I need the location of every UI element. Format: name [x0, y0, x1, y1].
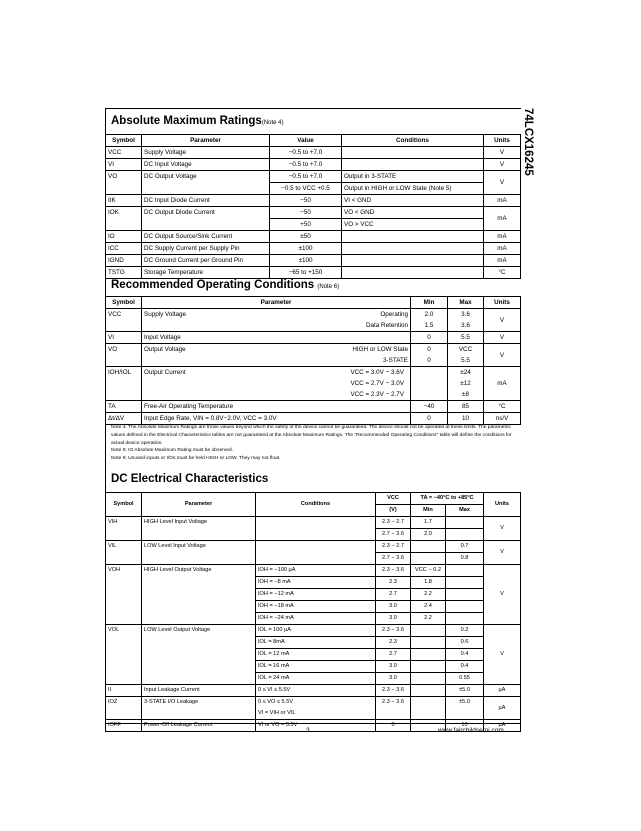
- dc-row: IOH = −8 mA 2.3 1.8: [106, 577, 521, 589]
- roc-row: TA Free-Air Operating Temperature −40 85 °C: [106, 401, 521, 413]
- dc-row: IOL = 24 mA 3.0 0.55: [106, 673, 521, 685]
- dc-row: VIL LOW Level Input Voltage 2.3 − 2.7 0.7 V: [106, 541, 521, 553]
- roc-row: VCC = 2.3V − 2.7V ±8: [106, 389, 521, 401]
- amr-title: Absolute Maximum Ratings(Note 4): [111, 115, 284, 127]
- dc-row: VIH HIGH Level Input Voltage 2.3 − 2.7 1.7 V: [106, 517, 521, 529]
- part-number-vertical: 74LCX16245: [522, 108, 534, 176]
- amr-row: IOK DC Output Diode Current −50 VO < GND mA: [106, 207, 521, 219]
- amr-row: IO DC Output Source/Sink Current ±50 mA: [106, 231, 521, 243]
- website-url: www.fairchildsemi.com: [438, 727, 504, 734]
- dc-row: 2.7 − 3.6 0.8: [106, 553, 521, 565]
- amr-row: −0.5 to VCC +0.5 Output in HIGH or LOW State (Note 5): [106, 183, 521, 195]
- dc-row: IOL = 16 mA 3.0 0.4: [106, 661, 521, 673]
- dc-title: DC Electrical Characteristics: [111, 473, 269, 485]
- amr-row: VI DC Input Voltage −0.5 to +7.0 V: [106, 159, 521, 171]
- roc-row: VCC Supply Voltage Operating 2.0 3.6 V: [106, 309, 521, 321]
- dc-row: VOL LOW Level Output Voltage IOL = 100 µA 2.3 − 3.6 0.2 V: [106, 625, 521, 637]
- amr-table: Symbol Parameter Value Conditions Units VCC Supply Voltage −0.5 to +7.0 V VI DC Input Voltage −0.5 to +7.0 V VO DC Output Voltage −0.5 to +7.0 Output in 3-STATE V −0.5 to VCC +0.5 Output in HIGH or LOW State (Note 5) IIK DC Input Diode Current −50 VI < GND mA IOK DC Output Diode Current −50 VO < GND mA +50 VO > VCC IO DC Output Source/Sink Current ±50 mA ICC DC Supply Current per Supply Pin ±100 mA IGND DC Ground Current per Ground Pin ±100 mA TSTG Storage Temperature −65 to +150 °C: [105, 134, 521, 279]
- notes: [111, 424, 518, 463]
- roc-row: VO Output Voltage HIGH or LOW State 0 VCC V: [106, 344, 521, 356]
- amr-row: VCC Supply Voltage −0.5 to +7.0 V: [106, 147, 521, 159]
- roc-table: Symbol Parameter Min Max Units VCC Supply Voltage Operating 2.0 3.6 V Data Retention 1.5 3.6 VI Input Voltage 0 5.5 V VO Output Voltage HIGH or LOW State 0 VCC V 3-STATE 0 5.5 IOH/IOL Output Current VCC = 3.0V − 3.6V ±24 mA VCC = 2.7V − 3.0V ±12 VCC = 2.3V − 2.7V ±8 TA Free-Air Operating Temperature −40 85 °C Δt/ΔV Input Edge Rate, VIN = 0.8V−2.0V, VCC = 3.0V 0 10 ns/V: [105, 296, 521, 425]
- dc-row: IOH = −18 mA 3.0 2.4: [106, 601, 521, 613]
- note-6: Note 6: Unused inputs or I/Os must be held HIGH or LOW. They may not float.: [111, 456, 281, 462]
- roc-row: Data Retention 1.5 3.6: [106, 320, 521, 332]
- dc-row: 2.7 − 3.6 2.0: [106, 529, 521, 541]
- dc-row: II Input Leakage Current 0 ≤ VI ≤ 5.5V 2.3 − 3.6 ±5.0 µA: [106, 685, 521, 697]
- dc-row: IOFF Power-Off Leakage Current VI or VO = 5.5V 0 10 µA: [106, 720, 521, 732]
- amr-row: VO DC Output Voltage −0.5 to +7.0 Output in 3-STATE V: [106, 171, 521, 183]
- dc-row: IOL = 8mA 2.3 0.6: [106, 637, 521, 649]
- amr-row: IIK DC Input Diode Current −50 VI < GND mA: [106, 195, 521, 207]
- dc-row: IOZ 3-STATE I/O Leakage 0 ≤ VO ≤ 5.5V 2.3 − 3.6 ±5.0 µA: [106, 697, 521, 709]
- roc-row: VCC = 2.7V − 3.0V ±12: [106, 378, 521, 389]
- dc-row: IOL = 12 mA 2.7 0.4: [106, 649, 521, 661]
- note-5: Note 5: IO Absolute Maximum Rating must be observed.: [111, 448, 234, 454]
- dc-table: Symbol Parameter Conditions VCC TA = −40°C to +85°C Units (V) Min Max VIH HIGH Level Input Voltage 2.3 − 2.7 1.7 V 2.7 − 3.6 2.0 VIL LOW Level Input Voltage 2.3 − 2.7 0.7 V 2.7 − 3.6 0.8 VOH HIGH Level Output Voltage IOH = −100 µA 2.3 − 3.6 VCC − 0.2 V IOH = −8 mA 2.3 1.8 IOH = −12 mA 2.7 2.2 IOH = −18 mA 3.0 2.4 IOH = −24 mA 3.0 2.2 VOL LOW Level Output Voltage IOL = 100 µA 2.3 − 3.6 0.2 V IOL = 8mA 2.3 0.6 IOL = 12 mA 2.7 0.4 IOL = 16 mA 3.0 0.4 IOL = 24 mA 3.0 0.55 II Input Leakage Current 0 ≤ VI ≤ 5.5V 2.3 − 3.6 ±5.0 µA IOZ 3-STATE I/O Leakage 0 ≤ VO ≤ 5.5V 2.3 − 3.6 ±5.0 µA VI = VIH or VIL IOFF Power-Off Leakage Current VI or VO = 5.5V 0 10 µA: [105, 492, 521, 732]
- dc-row: VOH HIGH Level Output Voltage IOH = −100 µA 2.3 − 3.6 VCC − 0.2 V: [106, 565, 521, 577]
- dc-row: VI = VIH or VIL: [106, 708, 521, 720]
- amr-row: ICC DC Supply Current per Supply Pin ±100 mA: [106, 243, 521, 255]
- roc-row: 3-STATE 0 5.5: [106, 355, 521, 367]
- amr-row: TSTG Storage Temperature −65 to +150 °C: [106, 267, 521, 279]
- amr-row: IGND DC Ground Current per Ground Pin ±100 mA: [106, 255, 521, 267]
- note-4: Note 4: The Absolute Maximum Ratings are those values beyond which the safety of the device cannot be guaranteed. The device should not be operated at these limits. The parametric values defined in the Electrical Characteristics tables are not guaranteed at the Absolute Maximum Ratings. The “Recommended Operating Conditions” table will define the conditions for actual device operation.: [111, 425, 512, 446]
- roc-title: Recommended Operating Conditions (Note 6): [111, 279, 340, 291]
- page-number: 3: [306, 727, 310, 734]
- dc-row: IOH = −12 mA 2.7 2.2: [106, 589, 521, 601]
- dc-row: IOH = −24 mA 3.0 2.2: [106, 613, 521, 625]
- amr-row: +50 VO > VCC: [106, 219, 521, 231]
- roc-row: IOH/IOL Output Current VCC = 3.0V − 3.6V ±24 mA: [106, 367, 521, 379]
- roc-row: VI Input Voltage 0 5.5 V: [106, 332, 521, 344]
- roc-row: Δt/ΔV Input Edge Rate, VIN = 0.8V−2.0V, VCC = 3.0V 0 10 ns/V: [106, 413, 521, 425]
